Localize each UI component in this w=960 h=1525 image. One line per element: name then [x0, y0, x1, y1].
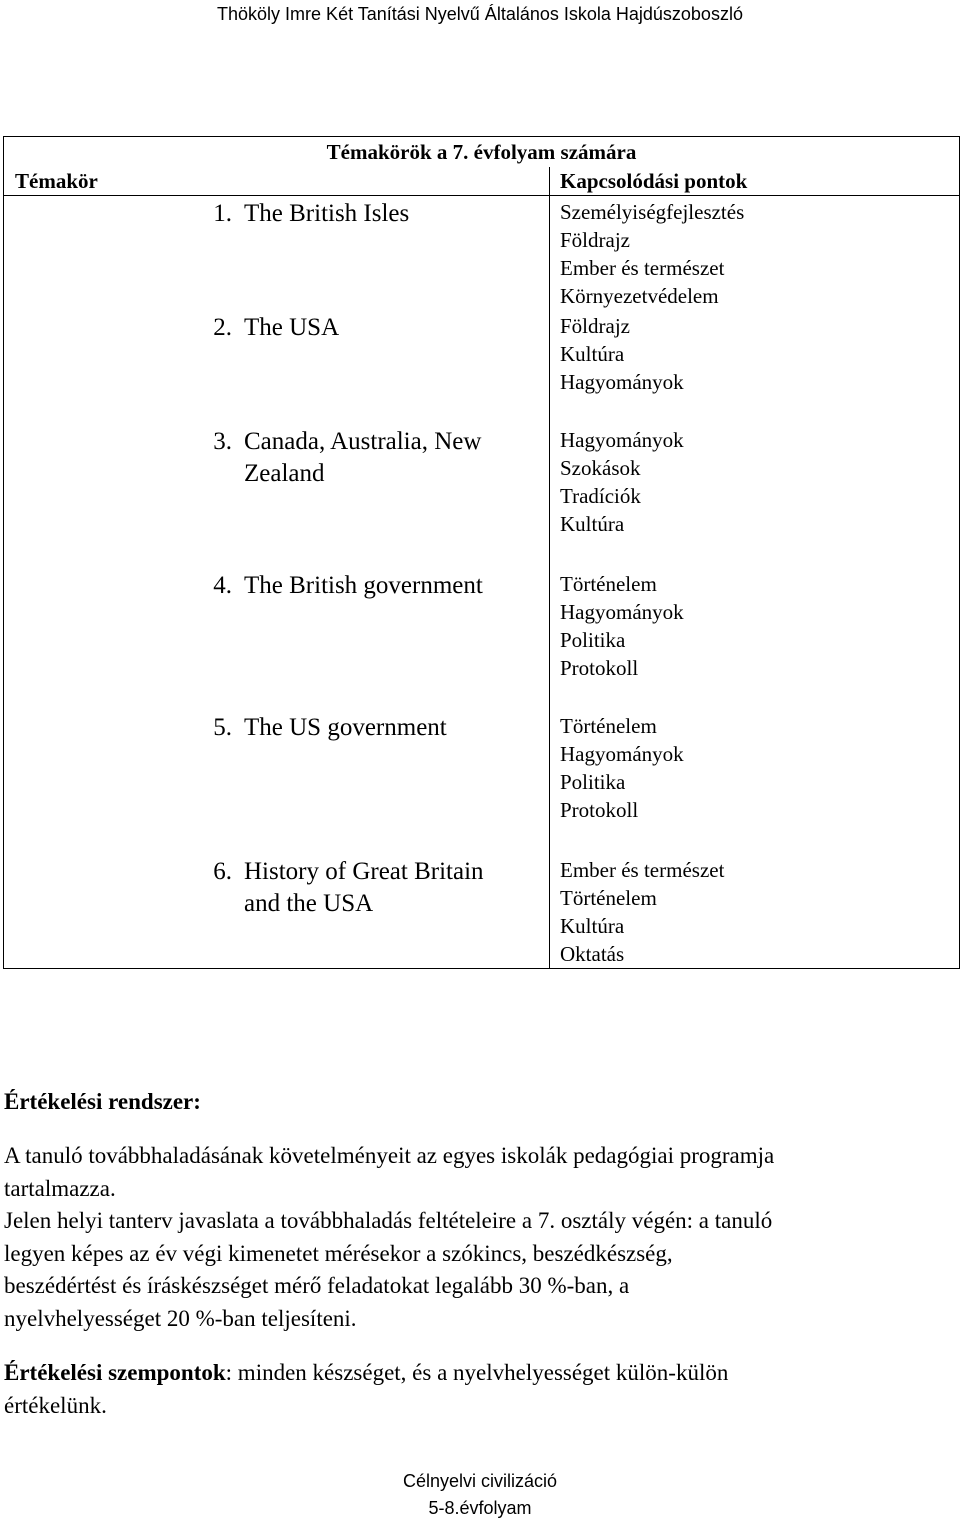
link-item: Történelem — [560, 886, 657, 910]
criteria-text-line: értékelünk. — [4, 1392, 107, 1418]
evaluation-section — [4, 1084, 954, 1422]
footer-line: Célnyelvi civilizáció — [402, 1471, 558, 1491]
link-item: Hagyományok — [560, 742, 684, 766]
link-item: Protokoll — [560, 656, 639, 680]
table-title: Témakörök a 7. évfolyam számára — [4, 137, 960, 168]
table-row — [4, 424, 960, 568]
evaluation-heading: Értékelési rendszer: — [4, 1089, 201, 1114]
link-item: Földrajz — [560, 228, 630, 252]
link-item: Politika — [560, 770, 626, 794]
link-item: Kultúra — [560, 512, 625, 536]
link-item: Környezetvédelem — [560, 284, 719, 308]
link-item: Személyiségfejlesztés — [560, 200, 745, 224]
table-row — [4, 710, 960, 854]
link-item: Történelem — [560, 714, 657, 738]
paragraph-line: nyelvhelyességet 20 %-ban teljesíteni. — [4, 1305, 357, 1331]
topic-title: The British government — [244, 572, 483, 599]
criteria-label: Értékelési szempontok — [4, 1360, 226, 1385]
topic-number: 6. — [213, 858, 232, 885]
topic-cell — [4, 568, 550, 710]
links-cell — [550, 710, 960, 854]
link-item: Kultúra — [560, 914, 625, 938]
links-cell — [550, 196, 960, 311]
topic-cell — [4, 710, 550, 854]
table-header-row — [4, 167, 960, 196]
topic-number: 3. — [213, 428, 232, 455]
paragraph-line: legyen képes az év végi kimenetet mérésekor a szókincs, beszédkészség, — [4, 1240, 673, 1266]
link-item: Oktatás — [560, 942, 625, 966]
topic-number: 4. — [213, 572, 232, 599]
link-item: Tradíciók — [560, 484, 641, 508]
column-header-topic: Témakör — [4, 167, 550, 196]
topic-cell — [4, 854, 550, 969]
topic-title-line: Zealand — [244, 460, 325, 487]
topic-title-line: Canada, Australia, New — [244, 428, 482, 455]
topic-number: 2. — [213, 314, 232, 341]
topic-cell — [4, 310, 550, 424]
link-item: Ember és természet — [560, 256, 725, 280]
paragraph-line: Jelen helyi tanterv javaslata a továbbhaladás feltételeire a 7. osztály végén: a tanuló — [4, 1208, 773, 1233]
link-item: Politika — [560, 628, 626, 652]
column-header-links: Kapcsolódási pontok — [550, 167, 960, 196]
link-item: Protokoll — [560, 798, 639, 822]
table-row — [4, 854, 960, 969]
evaluation-paragraph-2 — [4, 1205, 954, 1335]
evaluation-paragraph-1 — [4, 1140, 954, 1205]
evaluation-criteria — [4, 1357, 954, 1422]
page-header: Thököly Imre Két Tanítási Nyelvű Általános Iskola Hajdúszoboszló — [217, 4, 743, 24]
link-item: Kultúra — [560, 342, 625, 366]
link-item: Földrajz — [560, 314, 630, 338]
link-item: Történelem — [560, 572, 657, 596]
topic-title-line: History of Great Britain — [244, 858, 484, 885]
paragraph-line: tartalmazza. — [4, 1175, 116, 1201]
links-cell — [550, 424, 960, 568]
topic-number: 5. — [213, 714, 232, 741]
criteria-text: : minden készséget, és a nyelvhelyességet külön-külön — [225, 1360, 729, 1385]
paragraph-line: A tanuló továbbhaladásának követelményeit az egyes iskolák pedagógiai programja — [4, 1143, 775, 1168]
link-item: Hagyományok — [560, 600, 684, 624]
page-footer — [0, 1468, 960, 1522]
link-item: Ember és természet — [560, 858, 725, 882]
links-cell — [550, 568, 960, 710]
topic-number: 1. — [213, 200, 232, 227]
topic-title: The British Isles — [244, 200, 410, 227]
topic-cell — [4, 196, 550, 311]
link-item: Hagyományok — [560, 428, 684, 452]
links-cell — [550, 854, 960, 969]
table-row — [4, 568, 960, 710]
footer-line: 5-8.évfolyam — [428, 1498, 532, 1518]
table-title-row — [4, 137, 960, 168]
paragraph-line: beszédértést és íráskészséget mérő feladatokat legalább 30 %-ban, a — [4, 1273, 630, 1298]
links-cell — [550, 310, 960, 424]
topic-title: The USA — [244, 314, 340, 341]
link-item: Szokások — [560, 456, 641, 480]
topics-table — [3, 136, 960, 969]
topic-cell — [4, 424, 550, 568]
topic-title-line: and the USA — [244, 890, 374, 917]
topic-title: The US government — [244, 714, 447, 741]
link-item: Hagyományok — [560, 370, 684, 394]
table-row — [4, 310, 960, 424]
table-row — [4, 196, 960, 311]
